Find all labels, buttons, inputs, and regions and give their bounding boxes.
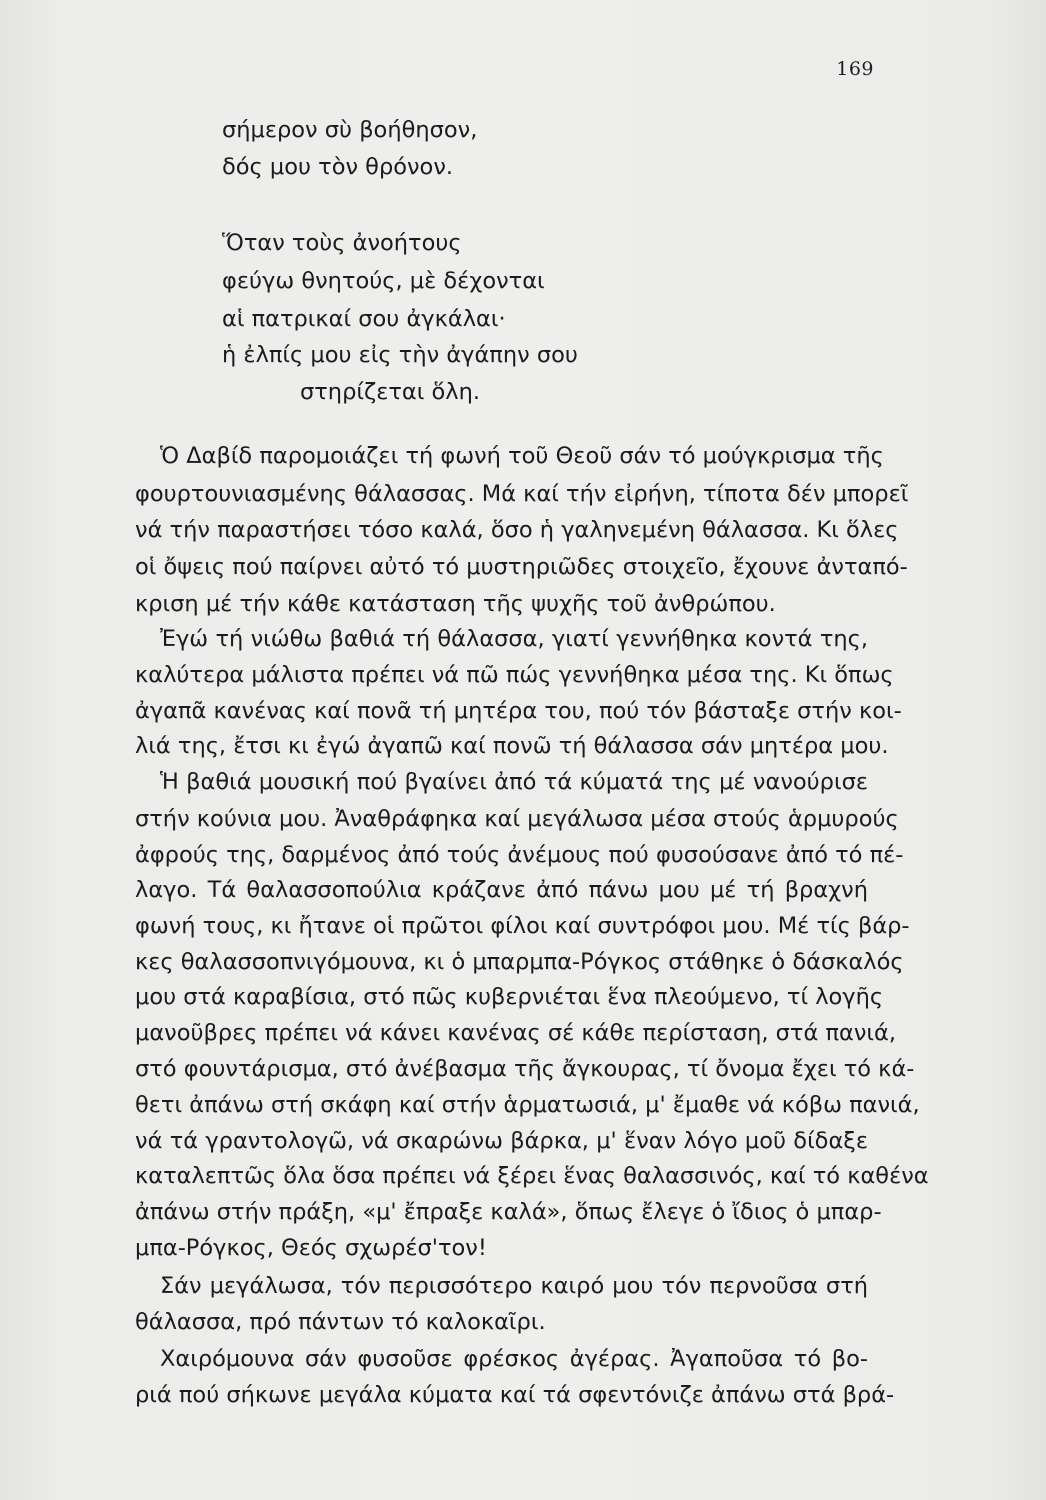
text-line: θετι ἀπάνω στή σκάφη καί στήν ἁρματωσιά, μ' ἔμαθε νά κόβω πανιά, [135,1092,920,1118]
text-line: στό φουντάρισμα, στό ἀνέβασμα τῆς ἄγκουρας, τί ὄνομα ἔχει τό κά- [135,1056,915,1082]
text-line: στήν κούνια μου. Ἀναθράφηκα καί μεγάλωσα μέσα στούς ἁρμυρούς [135,806,899,832]
text-line: μπα-Ρόγκος, Θεός σχωρέσ'τον! [135,1235,487,1261]
poem-line: Ὅταν τοὺς ἀνοήτους [222,230,462,256]
poem-line: στηρίζεται ὅλη. [300,379,480,405]
text-line: μανοῦβρες πρέπει νά κάνει κανένας σέ κάθε περίσταση, στά πανιά, [135,1020,896,1046]
text-line: φουρτουνιασμένης θάλασσας. Μά καί τήν εἰρήνη, τίποτα δέν μπορεῖ [135,481,909,507]
text-line: μου στά καραβίσια, στό πῶς κυβερνιέται ἕνα πλεούμενο, τί λογῆς [135,984,884,1010]
text-line: ριά πού σήκωνε μεγάλα κύματα καί τά σφεντόνιζε ἀπάνω στά βρά- [135,1382,895,1408]
text-line: κες θαλασσοπνιγόμουνα, κι ὁ μπαρμπα-Ρόγκος στάθηκε ὁ δάσκαλός [135,949,904,975]
text-line: καλύτερα μάλιστα πρέπει νά πῶ πώς γεννήθηκα μέσα της. Κι ὅπως [135,662,894,688]
text-line: Ἐγώ τή νιώθω βαθιά τή θάλασσα, γιατί γεννήθηκα κοντά της, [160,626,868,652]
poem-line: αἱ πατρικαί σου ἀγκάλαι· [222,306,506,332]
poem-line: σήμερον σὺ βοήθησον, [222,117,478,143]
poem-line: δός μου τὸν θρόνον. [222,154,454,180]
text-line: λαγο. Τά θαλασσοπούλια κράζανε ἀπό πάνω μου μέ τή βραχνή [135,877,868,903]
text-line: νά τά γραντολογῶ, νά σκαρώνω βάρκα, μ' ἕναν λόγο μοῦ δίδαξε [135,1128,868,1154]
text-line: λιά της, ἔτσι κι ἐγώ ἀγαπῶ καί πονῶ τή θάλασσα σάν μητέρα μου. [135,733,889,759]
text-line: ἀφρούς της, δαρμένος ἀπό τούς ἀνέμους πού φυσούσανε ἀπό τό πέ- [135,842,904,868]
text-line: οἱ ὄψεις πού παίρνει αὐτό τό μυστηριῶδες στοιχεῖο, ἔχουνε ἀνταπό- [135,554,908,580]
poem-line: φεύγω θνητούς, μὲ δέχονται [222,268,545,294]
poem-line: ἡ ἐλπίς μου εἰς τὴν ἀγάπην σου [222,342,578,368]
text-line: ἀγαπᾶ κανένας καί πονᾶ τή μητέρα του, πού τόν βάσταξε στήν κοι- [135,698,902,724]
text-line: κριση μέ τήν κάθε κατάσταση τῆς ψυχῆς τοῦ ἀνθρώπου. [135,591,776,617]
text-line: θάλασσα, πρό πάντων τό καλοκαῖρι. [135,1309,546,1335]
text-line: νά τήν παραστήσει τόσο καλά, ὅσο ἡ γαληνεμένη θάλασσα. Κι ὅλες [135,517,899,543]
text-line: Σάν μεγάλωσα, τόν περισσότερο καιρό μου τόν περνοῦσα στή [160,1273,868,1299]
page-number: 169 [836,58,874,80]
text-line: Χαιρόμουνα σάν φυσοῦσε φρέσκος ἀγέρας. Ἀγαποῦσα τό βο- [160,1346,868,1372]
text-line: φωνή τους, κι ἤτανε οἱ πρῶτοι φίλοι καί συντρόφοι μου. Μέ τίς βάρ- [135,913,910,939]
text-line: καταλεπτῶς ὅλα ὅσα πρέπει νά ξέρει ἕνας θαλασσινός, καί τό καθένα [135,1163,929,1189]
text-line: Ἡ βαθιά μουσική πού βγαίνει ἀπό τά κύματά της μέ νανούρισε [160,769,868,795]
text-line: Ὁ Δαβίδ παρομοιάζει τή φωνή τοῦ Θεοῦ σάν τό μούγκρισμα τῆς [160,443,884,469]
text-line: ἀπάνω στήν πράξη, «μ' ἔπραξε καλά», ὅπως ἔλεγε ὁ ἴδιος ὁ μπαρ- [135,1199,882,1225]
